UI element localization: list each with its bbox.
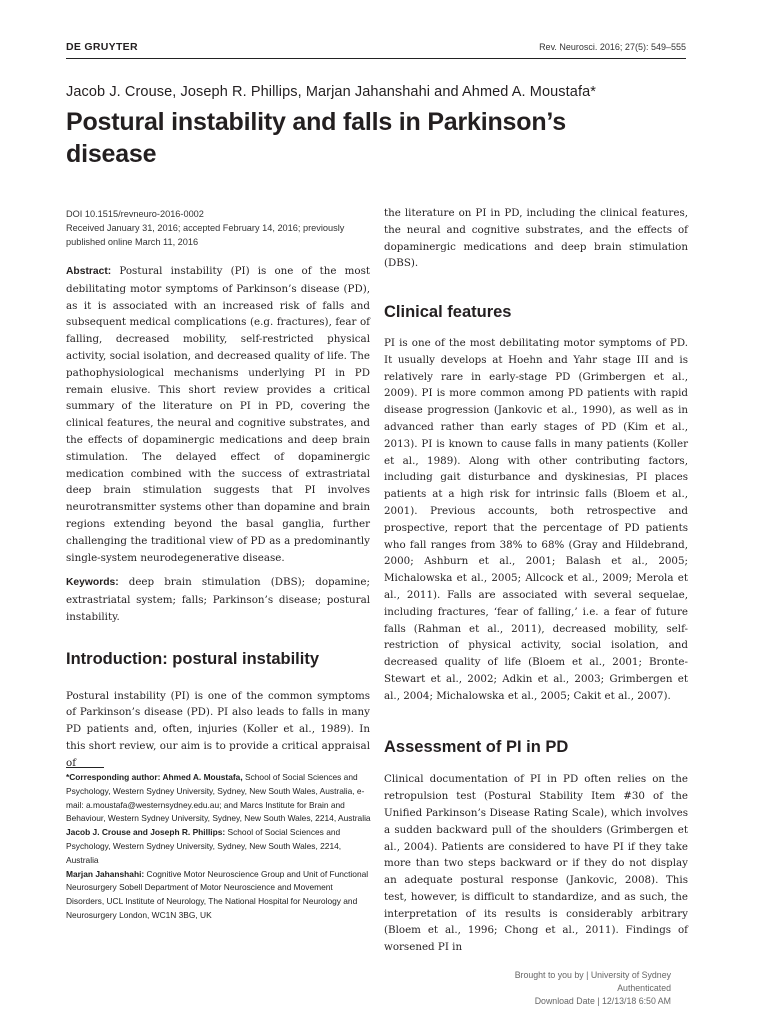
jahanshahi-affiliation: Cognitive Motor Neuroscience Group and Unit of Functional Neurosurgery Sobell Department of Motor Neuroscience and Movement Disorders, UCL Institute of Neurology, The National Hospital for Neurology and Neurosurgery London, WC1N 3BG, UK (66, 868, 369, 920)
publisher-name: DE GRUYTER (66, 41, 138, 53)
clinical-features-heading: Clinical features (384, 303, 512, 322)
assessment-heading: Assessment of PI in PD (384, 737, 569, 756)
footnote-rule (66, 767, 104, 768)
crouse-phillips-affiliation: School of Social Sciences and Psychology, Western Sydney University, Sydney, New South Wales, 2214, Australia (66, 827, 342, 865)
intro-continuation: the literature on PI in PD, including the clinical features, the neural and cognitive substrates, and the effects of dopaminergic medications and deep brain stimulation (DBS). (384, 207, 688, 270)
article-meta (66, 207, 371, 249)
doi[interactable]: DOI 10.1515/revneuro-2016-0002 (66, 209, 204, 219)
publication-history: Received January 31, 2016; accepted February 14, 2016; previously published online March 11, 2016 (66, 223, 345, 247)
footnotes (66, 771, 372, 923)
right-column (384, 205, 688, 956)
download-date: Download Date | 12/13/18 6:50 AM (534, 996, 671, 1006)
assessment-paragraph: Clinical documentation of PI in PD often relies on the retropulsion test (Postural Stability Item #30 of the Unified Parkinson’s Disease Rating Scale), which involves a sudden backward pull of the shoulders (Grimbergen et al., 2004). Patients are considered to have PI if they take more than two steps backward or if they do not display an adequate postural response (Jankovic, 2008). This test, however, is difficult to standardize, and as such, the interpretation of its results is considerably arbitrary (Bloem et al., 1996; Chong et al., 2011). Findings of worsened PI in (384, 773, 688, 954)
intro-paragraph: Postural instability (PI) is one of the common symptoms of Parkinson’s disease (PD). PI also leads to falls in many PD patients and, often, injuries (Koller et al., 1989). In this short review, our aim is to provide a critical appraisal of (66, 689, 370, 769)
article-title: Postural instability and falls in Parkinson’s disease (66, 108, 566, 168)
clinical-features-paragraph: PI is one of the most debilitating motor symptoms of PD. It usually develops at Hoehn and Yahr stage III and is relatively rare in early-stage PD (Grimbergen et al., 2009). PI is more common among PD patients with rapid disease progression (Jankovic et al., 1990), as well as in advanced rather than early stages of PD (Kim et al., 2013). PI is known to cause falls in many patients (Koller et al., 1989). Along with other contributing factors, including gait disturbance and dyskinesias, PI places patients at a high risk for intrinsic falls (Bloem et al., 2001). Previous accounts, both retrospective and prospective, report that the percentage of PD patients who fall ranges from 38% to 68% (Gray and Hildebrand, 2000; Ashburn et al., 2001; Balash et al., 2005; Michalowska et al., 2005; Allcock et al., 2009; Merola et al., 2011). Falls are associated with several sequelae, including fractures, ‘fear of falling,’ i.e. a fear of future falls (Rahman et al., 2011), decreased mobility, self-restriction of physical activity, social isolation, and decreased quality of life (Bloem et al., 2001; Bronte-Stewart et al., 2002; Adkin et al., 2003; Grimbergen et al., 2004; Michalowska et al., 2005; Cakit et al., 2007). (384, 336, 688, 702)
crouse-phillips-note (66, 826, 372, 867)
abstract (66, 263, 370, 566)
author-list: Jacob J. Crouse, Joseph R. Phillips, Marjan Jahanshahi and Ahmed A. Moustafa* (66, 84, 596, 100)
jahanshahi-note (66, 868, 372, 923)
download-notice (515, 969, 671, 1008)
jahanshahi-label: Marjan Jahanshahi: (66, 868, 145, 879)
download-auth: Authenticated (617, 983, 671, 993)
download-provider: Brought to you by | University of Sydney (514, 970, 671, 980)
keywords-label: Keywords: (66, 577, 119, 589)
abstract-text: Postural instability (PI) is one of the most debilitating motor symptoms of Parkinson’s disease (PD), as it is associated with an increased risk of falls and subsequent medical complications (e.g. fractures), fear of falling, decreased mobility, self-restricted physical activity, social isolation, and decreased quality of life. The pathophysiological mechanisms underlying PI in PD remain elusive. This short review provides a critical summary of the literature on PI in PD, covering the clinical features, the neural and cognitive substrates, and the effects of dopaminergic medications and deep brain stimulation. The delayed effect of dopaminergic medication combined with the success of extrastriatal deep brain stimulation suggests that PI involves neurotransmitter systems other than dopamine and brain regions extending beyond the basal ganglia, further challenging the traditional view of PD as a predominantly single-system neurodegenerative disease. (66, 265, 370, 564)
intro-heading: Introduction: postural instability (66, 649, 319, 668)
header-rule (66, 58, 686, 59)
corresponding-author-label: *Corresponding author: Ahmed A. Moustafa, (66, 772, 243, 782)
journal-citation: Rev. Neurosci. 2016; 27(5): 549–555 (539, 42, 686, 52)
keywords (66, 574, 370, 625)
corresponding-author-note (66, 771, 372, 826)
abstract-label: Abstract: (66, 266, 112, 277)
corresponding-author-affiliation: School of Social Sciences and Psychology, Western Sydney University, Sydney, New South Wales, Australia, e-mail: a.moustafa@westernsydney.edu.au; and Marcs Institute for Brain and Behaviour, Western Sydney University, Sydney, New South Wales, 2214, Australia (66, 772, 371, 824)
left-column (66, 263, 370, 772)
crouse-phillips-label: Jacob J. Crouse and Joseph R. Phillips: (66, 827, 226, 838)
keywords-text: deep brain stimulation (DBS); dopamine; extrastriatal system; falls; Parkinson’s disease; postural instability. (66, 576, 370, 623)
